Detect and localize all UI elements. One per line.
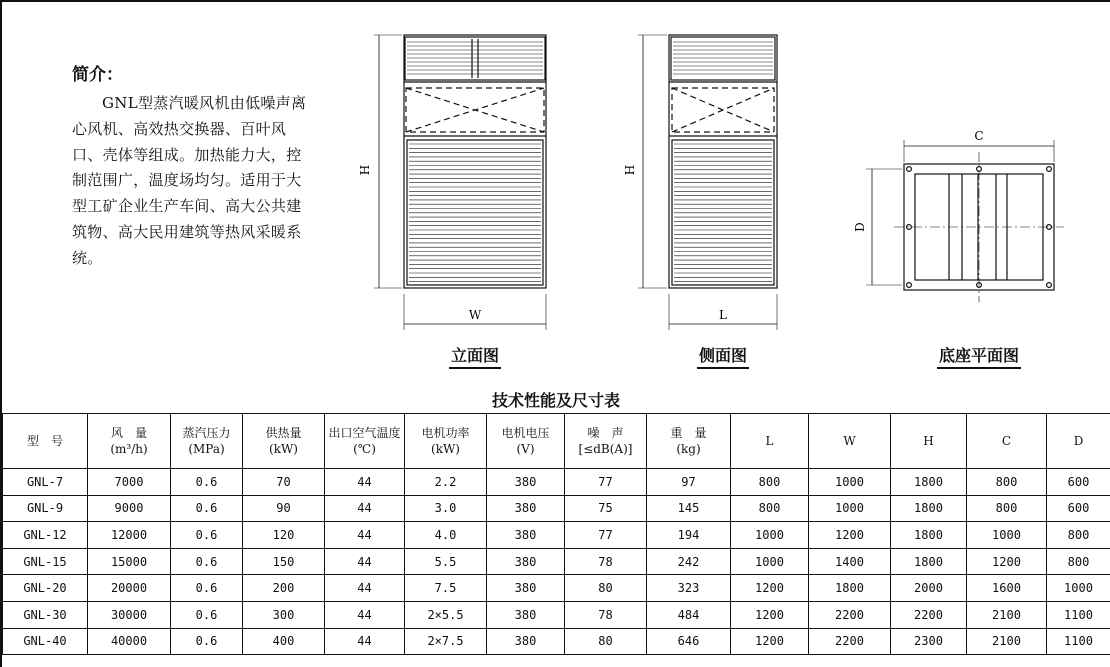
table-cell: GNL-9 <box>3 495 88 522</box>
table-cell: 0.6 <box>171 548 243 575</box>
column-header-line: (V) <box>516 442 535 456</box>
table-row <box>3 575 1110 602</box>
table-cell: 1000 <box>809 495 891 522</box>
side-elevation-drawing <box>638 35 777 330</box>
table-cell: 380 <box>487 495 565 522</box>
table-cell: 300 <box>243 601 325 628</box>
table-cell: 1100 <box>1047 628 1110 655</box>
table-cell: 15000 <box>88 548 171 575</box>
table-cell: 78 <box>565 548 647 575</box>
table-cell: 800 <box>967 495 1047 522</box>
table-cell: 1200 <box>731 628 809 655</box>
table-header-row <box>3 414 1110 469</box>
column-header <box>891 414 967 469</box>
table-cell: 600 <box>1047 495 1110 522</box>
table-cell: 20000 <box>88 575 171 602</box>
column-header-line: 重 量 <box>670 426 707 440</box>
table-cell: 1000 <box>1047 575 1110 602</box>
column-header <box>3 414 88 469</box>
column-header-line: 蒸汽压力 <box>182 426 231 440</box>
table-cell: 2100 <box>967 628 1047 655</box>
table-cell: 12000 <box>88 522 171 549</box>
table-cell: 3.0 <box>405 495 487 522</box>
table-cell: 5.5 <box>405 548 487 575</box>
table-cell: 44 <box>325 628 405 655</box>
table-row <box>3 495 1110 522</box>
column-header-line: (MPa) <box>188 442 225 456</box>
column-header-line: L <box>765 434 774 448</box>
side-height-label: H <box>623 164 637 176</box>
front-elevation-caption: 立面图 <box>404 343 546 366</box>
table-cell: 1000 <box>731 548 809 575</box>
table-cell: GNL-30 <box>3 601 88 628</box>
table-cell: 44 <box>325 522 405 549</box>
table-cell: 0.6 <box>171 575 243 602</box>
column-header-line: [≤dB(A)] <box>578 442 633 456</box>
column-header-line: 电机功率 <box>421 426 470 440</box>
table-cell: 44 <box>325 495 405 522</box>
table-cell: GNL-7 <box>3 469 88 496</box>
base-plan-drawing <box>866 140 1064 302</box>
table-cell: 150 <box>243 548 325 575</box>
column-header-line: C <box>1001 434 1012 448</box>
table-cell: 4.0 <box>405 522 487 549</box>
column-header <box>243 414 325 469</box>
table-cell: 2100 <box>967 601 1047 628</box>
intro-body: GNL型蒸汽暖风机由低噪声离心风机、高效热交换器、百叶风口、壳体等组成。加热能力大，控制范围广，温度场均匀。适用于大型工矿企业生产车间、高大公共建筑物、高大民用建筑等热风采暖系统。 <box>72 94 307 267</box>
table-cell: 0.6 <box>171 469 243 496</box>
spec-table <box>2 413 1110 655</box>
table-cell: 1100 <box>1047 601 1110 628</box>
table-cell: 7.5 <box>405 575 487 602</box>
table-cell: 646 <box>647 628 731 655</box>
table-cell: GNL-15 <box>3 548 88 575</box>
table-body <box>3 469 1110 655</box>
table-cell: 323 <box>647 575 731 602</box>
table-cell: 800 <box>1047 522 1110 549</box>
intro-title: 简介： <box>72 65 123 85</box>
table-cell: 380 <box>487 548 565 575</box>
table-cell: 2×7.5 <box>405 628 487 655</box>
column-header <box>405 414 487 469</box>
column-header-line: (kW) <box>431 442 460 456</box>
column-header-line: H <box>923 434 934 448</box>
table-cell: 77 <box>565 469 647 496</box>
table-cell: 7000 <box>88 469 171 496</box>
table-cell: 1200 <box>731 575 809 602</box>
column-header <box>647 414 731 469</box>
table-cell: 1800 <box>891 548 967 575</box>
table-cell: 2.2 <box>405 469 487 496</box>
table-cell: 0.6 <box>171 495 243 522</box>
table-cell: 0.6 <box>171 522 243 549</box>
table-row <box>3 628 1110 655</box>
table-cell: 2300 <box>891 628 967 655</box>
table-cell: 9000 <box>88 495 171 522</box>
table-cell: 30000 <box>88 601 171 628</box>
technical-drawings <box>2 2 1110 382</box>
table-row <box>3 522 1110 549</box>
table-cell: 1000 <box>731 522 809 549</box>
table-cell: 1400 <box>809 548 891 575</box>
table-cell: 2200 <box>809 601 891 628</box>
table-title: 技术性能及尺寸表 <box>491 391 620 410</box>
column-header <box>967 414 1047 469</box>
table-cell: 2000 <box>891 575 967 602</box>
column-header-line: 风 量 <box>110 426 147 440</box>
table-cell: 70 <box>243 469 325 496</box>
table-cell: 1200 <box>731 601 809 628</box>
table-cell: 44 <box>325 548 405 575</box>
table-cell: 484 <box>647 601 731 628</box>
column-header-line: 电机电压 <box>501 426 550 440</box>
table-cell: 400 <box>243 628 325 655</box>
table-cell: 600 <box>1047 469 1110 496</box>
base-width-label: C <box>974 129 984 143</box>
column-header-line: D <box>1073 434 1084 448</box>
table-cell: 380 <box>487 522 565 549</box>
column-header-line: 型 号 <box>26 434 63 448</box>
table-cell: 97 <box>647 469 731 496</box>
column-header-line: 出口空气温度 <box>328 426 401 440</box>
table-cell: GNL-20 <box>3 575 88 602</box>
column-header <box>809 414 891 469</box>
table-row <box>3 548 1110 575</box>
table-row <box>3 469 1110 496</box>
column-header-line: 噪 声 <box>587 426 624 440</box>
table-cell: 1200 <box>809 522 891 549</box>
table-cell: 80 <box>565 575 647 602</box>
table-row <box>3 601 1110 628</box>
column-header <box>565 414 647 469</box>
table-cell: 1800 <box>891 469 967 496</box>
table-cell: 380 <box>487 601 565 628</box>
side-length-label: L <box>719 308 727 322</box>
table-cell: 78 <box>565 601 647 628</box>
front-elevation-drawing <box>374 35 546 330</box>
table-cell: 120 <box>243 522 325 549</box>
front-width-label: W <box>468 308 482 322</box>
table-cell: 145 <box>647 495 731 522</box>
table-cell: 80 <box>565 628 647 655</box>
column-header-line: (kW) <box>269 442 298 456</box>
table-cell: 44 <box>325 601 405 628</box>
base-depth-label: D <box>853 222 867 232</box>
column-header <box>88 414 171 469</box>
table-cell: 380 <box>487 469 565 496</box>
column-header-line: 供热量 <box>265 426 302 440</box>
table-cell: 800 <box>1047 548 1110 575</box>
table-cell: 1000 <box>967 522 1047 549</box>
table-cell: 77 <box>565 522 647 549</box>
table-cell: 90 <box>243 495 325 522</box>
column-header-line: W <box>843 434 856 448</box>
table-cell: 1800 <box>809 575 891 602</box>
table-cell: 800 <box>731 469 809 496</box>
table-cell: 1600 <box>967 575 1047 602</box>
column-header-line: (m³/h) <box>110 442 148 456</box>
table-cell: 0.6 <box>171 601 243 628</box>
table-cell: 1800 <box>891 522 967 549</box>
base-plan-caption: 底座平面图 <box>904 343 1054 366</box>
table-cell: 1800 <box>891 495 967 522</box>
column-header <box>731 414 809 469</box>
table-cell: 380 <box>487 628 565 655</box>
table-cell: 800 <box>967 469 1047 496</box>
table-cell: 194 <box>647 522 731 549</box>
column-header <box>487 414 565 469</box>
front-height-label: H <box>358 164 372 176</box>
side-elevation-caption: 侧面图 <box>669 343 777 366</box>
table-cell: 380 <box>487 575 565 602</box>
table-cell: 2200 <box>809 628 891 655</box>
column-header <box>171 414 243 469</box>
table-cell: 2200 <box>891 601 967 628</box>
table-cell: 1200 <box>967 548 1047 575</box>
table-cell: 800 <box>731 495 809 522</box>
table-cell: 1000 <box>809 469 891 496</box>
table-cell: 44 <box>325 469 405 496</box>
table-cell: 2×5.5 <box>405 601 487 628</box>
table-cell: 242 <box>647 548 731 575</box>
column-header <box>1047 414 1110 469</box>
column-header <box>325 414 405 469</box>
table-cell: 75 <box>565 495 647 522</box>
table-cell: 0.6 <box>171 628 243 655</box>
table-cell: GNL-40 <box>3 628 88 655</box>
column-header-line: (kg) <box>676 442 701 456</box>
column-header-line: (℃) <box>353 442 376 456</box>
table-cell: GNL-12 <box>3 522 88 549</box>
table-cell: 200 <box>243 575 325 602</box>
table-cell: 44 <box>325 575 405 602</box>
table-cell: 40000 <box>88 628 171 655</box>
